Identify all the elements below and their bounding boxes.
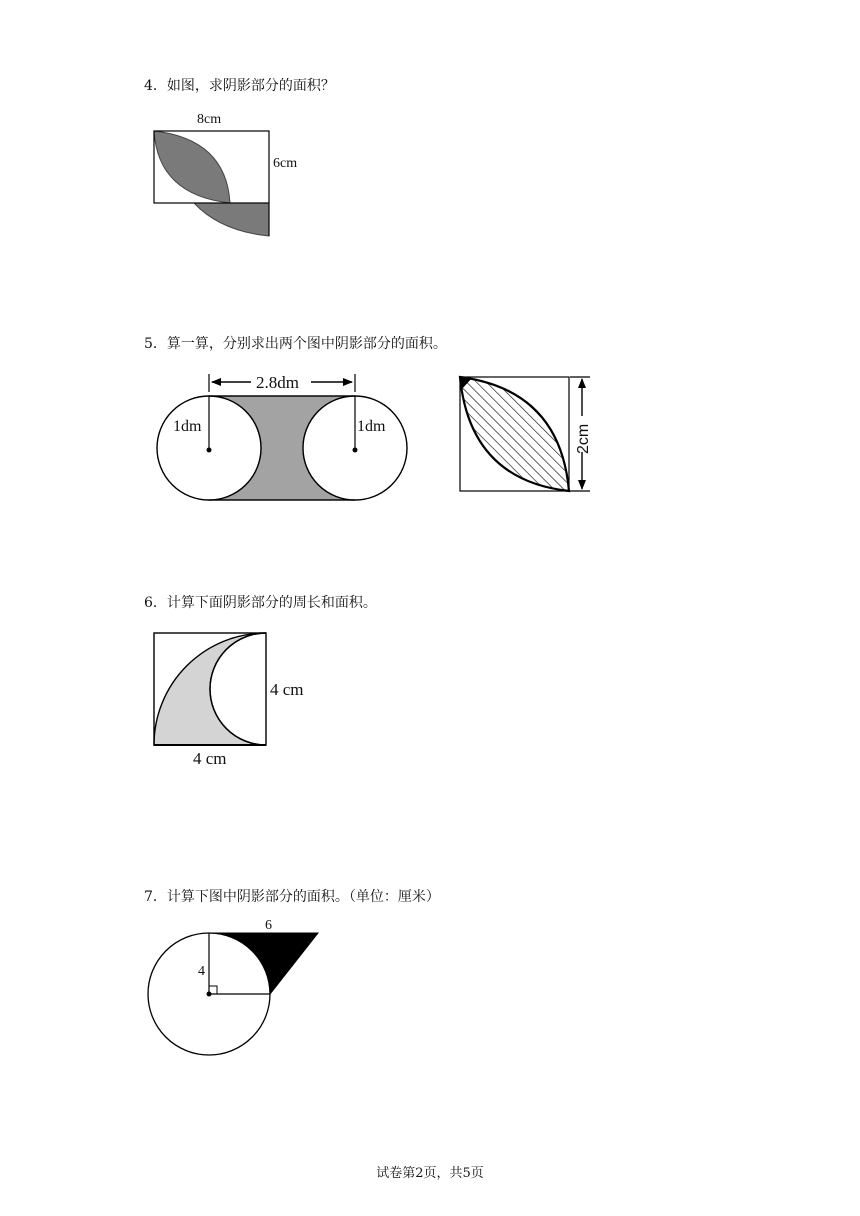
question-7-text: 计算下图中阴影部分的面积。（单位：厘米） bbox=[166, 889, 440, 905]
figure-5-radius-right-label: 1dm bbox=[357, 418, 386, 435]
figure-7-center bbox=[207, 992, 212, 997]
figure-7-top-label: 6 bbox=[265, 918, 272, 933]
question-4-text: 如图，求阴影部分的面积？ bbox=[166, 78, 335, 94]
figure-4 bbox=[150, 105, 310, 245]
figure-5-left-center-left bbox=[207, 448, 212, 453]
figure-5-right-hatched-lens bbox=[460, 377, 569, 491]
question-5-number: 5． bbox=[144, 336, 167, 352]
figure-7 bbox=[145, 915, 335, 1065]
page-footer: 试卷第2页，共5页 bbox=[376, 1166, 484, 1181]
question-4-number: 4． bbox=[144, 78, 167, 94]
question-6-text: 计算下面阴影部分的周长和面积。 bbox=[166, 595, 377, 611]
figure-5-distance-label: 2.8dm bbox=[256, 373, 299, 392]
question-4 bbox=[144, 75, 335, 95]
question-5-text: 算一算，分别求出两个图中阴影部分的面积。 bbox=[166, 336, 447, 352]
figure-6-right-label: 4 cm bbox=[270, 680, 304, 699]
question-5 bbox=[144, 333, 447, 353]
question-7-number: 7． bbox=[144, 889, 167, 905]
question-6-number: 6． bbox=[144, 595, 167, 611]
figure-7-radius-label: 4 bbox=[198, 964, 205, 979]
figure-4-shaded-bottom bbox=[194, 203, 269, 236]
figure-4-height-label: 6cm bbox=[273, 156, 298, 171]
figure-5-side-label: 2cm bbox=[575, 423, 592, 454]
question-6 bbox=[144, 592, 377, 612]
figure-5-left bbox=[155, 368, 415, 508]
figure-5-left-center-right bbox=[353, 448, 358, 453]
figure-4-width-label: 8cm bbox=[197, 112, 222, 127]
figure-6-bottom-label: 4 cm bbox=[193, 749, 227, 768]
figure-5-radius-left-label: 1dm bbox=[173, 418, 202, 435]
figure-5-right bbox=[452, 368, 602, 503]
figure-6 bbox=[150, 628, 330, 773]
figure-4-shaded-lens-fill bbox=[154, 131, 230, 203]
question-7 bbox=[144, 886, 440, 906]
